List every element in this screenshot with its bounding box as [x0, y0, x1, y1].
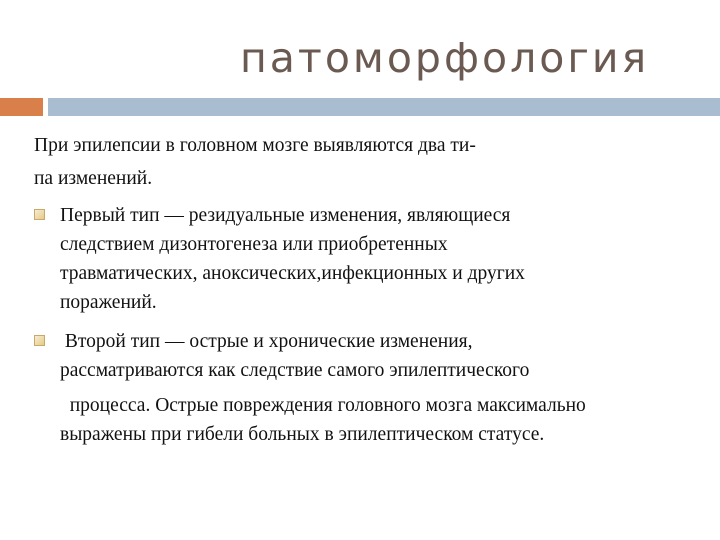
bullet-item-second-type [34, 327, 714, 449]
accent-bar-blue [48, 98, 720, 116]
bullet-item-first-type [34, 201, 714, 317]
slide-title: патоморфология [240, 34, 650, 82]
intro-line-1: При эпилепсии в головном мозге выявляются два ти- [34, 135, 476, 156]
bullet-2-line-2: рассматриваются как следствие самого эпилептического [60, 360, 530, 381]
bullet-1-line-1: Первый тип — резидуальные изменения, являющиеся [60, 205, 511, 226]
intro-line-2: па изменений. [34, 168, 153, 189]
bullet-1-line-2: следствием дизонтогенеза или приобретенных [60, 234, 448, 255]
bullet-1-line-3: травматических, аноксических,инфекционных и других [60, 263, 525, 284]
slide-body [34, 131, 714, 449]
bullet-2-line-4: выражены при гибели больных в эпилептическом статусе. [60, 424, 545, 445]
bullet-2-line-1: Второй тип — острые и хронические изменения, [60, 331, 473, 352]
bullet-1-line-4: поражений. [60, 292, 157, 313]
square-bullet-icon [34, 209, 45, 220]
accent-bar-orange [0, 98, 43, 116]
square-bullet-icon [34, 335, 45, 346]
bullet-2-line-3: процесса. Острые повреждения головного мозга максимально [60, 395, 586, 416]
